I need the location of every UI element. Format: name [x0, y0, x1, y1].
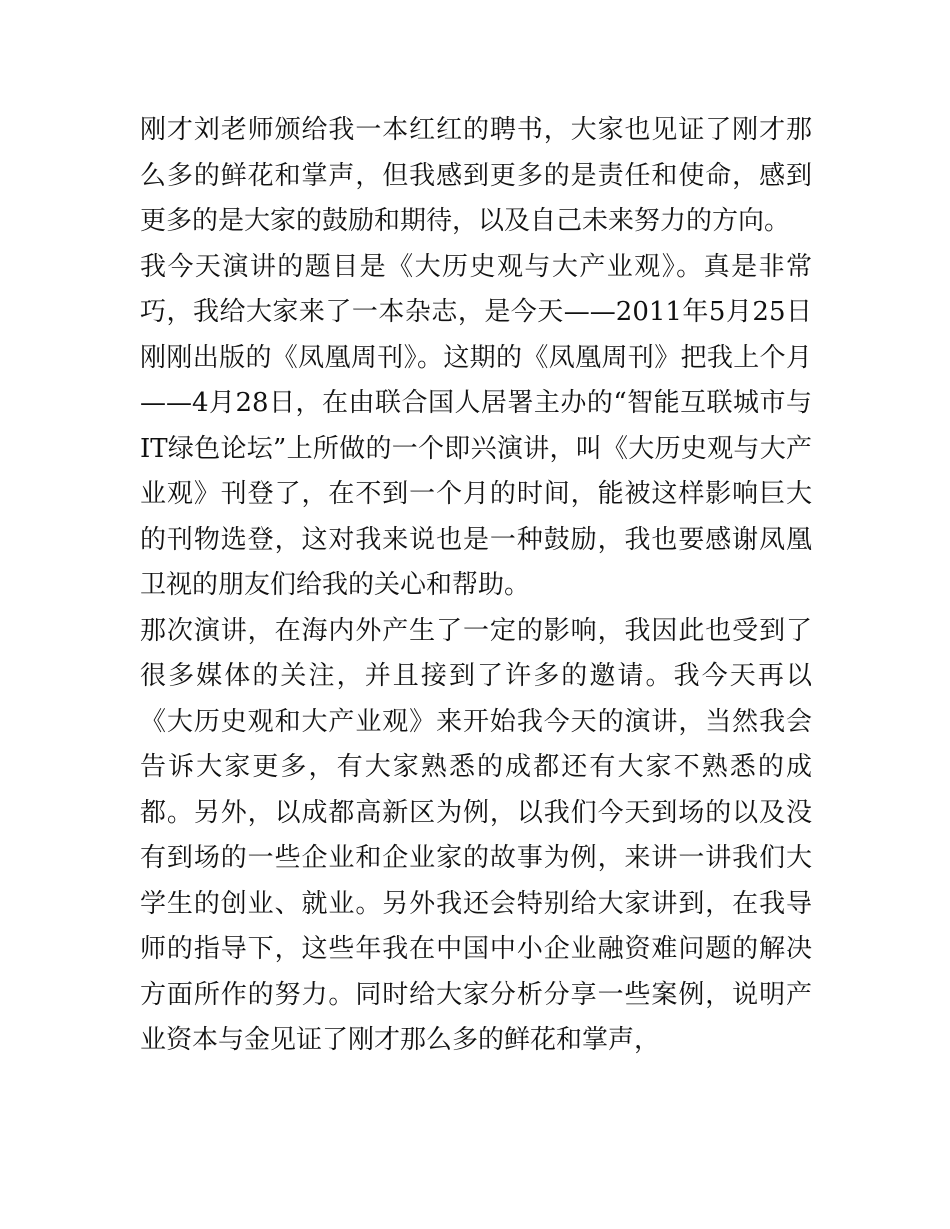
document-body — [140, 108, 812, 1064]
paragraph-3: 那次演讲，在海内外产生了一定的影响，我因此也受到了很多媒体的关注，并且接到了许多的邀请。我今天再以《大历史观和大产业观》来开始我今天的演讲，当然我会告诉大家更多，有大家熟悉的成都还有大家不熟悉的成都。另外，以成都高新区为例，以我们今天到场的以及没有到场的一些企业和企业家的故事为例，来讲一讲我们大学生的创业、就业。另外我还会特别给大家讲到，在我导师的指导下，这些年我在中国中小企业融资难问题的解决方面所作的努力。同时给大家分析分享一些案例，说明产业资本与金见证了刚才那么多的鲜花和掌声， — [140, 615, 812, 1055]
paragraph-1: 刚才刘老师颁给我一本红红的聘书，大家也见证了刚才那么多的鲜花和掌声，但我感到更多的是责任和使命，感到更多的是大家的鼓励和期待，以及自己未来努力的方向。 — [140, 115, 812, 236]
paragraph-2: 我今天演讲的题目是《大历史观与大产业观》。真是非常巧，我给大家来了一本杂志，是今天——2011年5月25日刚刚出版的《凤凰周刊》。这期的《凤凰周刊》把我上个月——4月28日，在由联合国人居署主办的“智能互联城市与IT绿色论坛”上所做的一个即兴演讲，叫《大历史观与大产业观》刊登了，在不到一个月的时间，能被这样影响巨大的刊物选登，这对我来说也是一种鼓励，我也要感谢凤凰卫视的朋友们给我的关心和帮助。 — [140, 251, 812, 600]
